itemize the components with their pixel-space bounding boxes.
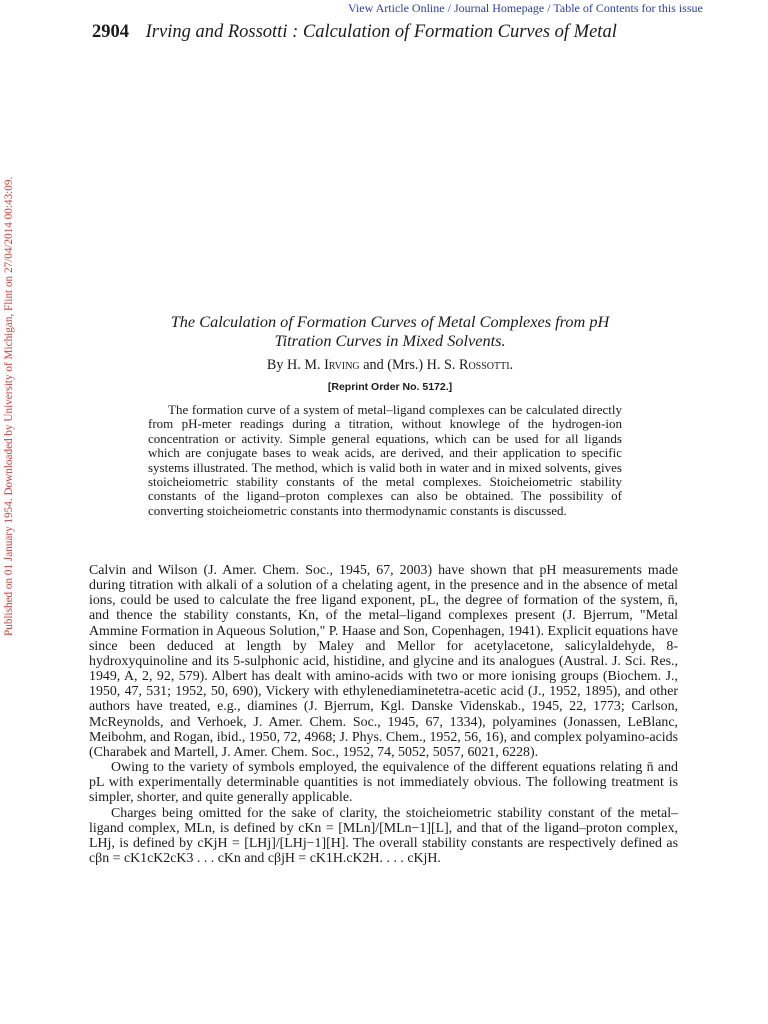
and-label: and (363, 357, 384, 373)
paragraph-2: Owing to the variety of symbols employed, the equivalence of the different equations relating n̄ and pL with experimentally determinable quantities is not immediately obvious. The following treatment is simpler, shorter, and quite generally applicable. (89, 760, 678, 806)
running-head-title: Irving and Rossotti : Calculation of Formation Curves of Metal (145, 22, 617, 42)
nav-separator: / (544, 1, 554, 15)
journal-homepage-link[interactable]: Journal Homepage (453, 1, 545, 15)
paragraph-1: Calvin and Wilson (J. Amer. Chem. Soc., 1945, 67, 2003) have shown that pH measurements made during titration with alkali of a solution of a chelating agent, in the presence and in the absence of metal ions, could be used to calculate the free ligand exponent, pL, the degree of formation of the system, n̄, and thence the stability constants, Kn, of the metal–ligand complexes present (J. Bjerrum, "Metal Ammine Formation in Aqueous Solution," P. Haase and Son, Copenhagen, 1941). Explicit equations have since been deduced at length by Maley and Mellor for acetylacetone, salicylaldehyde, 8-hydroxyquinoline and its 5-sulphonic acid, histidine, and glycine and its analogues (Austral. J. Sci. Res., 1949, A, 2, 92, 579). Albert has dealt with amino-acids with two or more ionising groups (Biochem. J., 1950, 47, 531; 1952, 50, 690), Vickery with ethylenediaminetetra-acetic acid (J., 1952, 1895), and other authors have treated, e.g., diamines (J. Bjerrum, Kgl. Danske Videnskab., 1945, 22, 1773; Carlson, McReynolds, and Verhoek, J. Amer. Chem. Soc., 1945, 67, 1334), polyamines (Jonassen, LeBlanc, Meibohm, and Rogan, ibid., 1950, 72, 4968; J. Phys. Chem., 1952, 56, 16), and complex polyamino-acids (Charabek and Martell, J. Amer. Chem. Soc., 1952, 74, 5052, 5057, 6021, 6228). (89, 563, 678, 760)
author-2-initials: (Mrs.) H. S. (387, 357, 456, 373)
view-article-online-link[interactable]: View Article Online (348, 1, 445, 15)
table-of-contents-link[interactable]: Table of Contents for this issue (553, 1, 703, 15)
body-text (89, 563, 678, 866)
by-label: By (266, 357, 284, 373)
page-number: 2904 (92, 22, 129, 42)
paragraph-3: Charges being omitted for the sake of clarity, the stoicheiometric stability constant of the metal–ligand complex, MLn, is defined by cKn = [MLn]/[MLn−1][L], and that of the ligand–proton complex, LHj, is defined by cKjH = [LHj]/[LHj−1][H]. The overall stability constants are respectively defined as cβn = cK1cK2cK3 . . . cKn and cβjH = cK1H.cK2H. . . . cKjH. (89, 805, 678, 866)
reprint-order: [Reprint Order No. 5172.] (327, 381, 453, 393)
nav-separator: / (444, 1, 454, 15)
article-title-line-2: Titration Curves in Mixed Solvents. (274, 331, 506, 350)
article-title-line-1: The Calculation of Formation Curves of Metal Complexes from pH (170, 312, 610, 331)
author-2-surname: Rossotti. (458, 357, 514, 373)
download-watermark-text: Published on 01 January 1954. Downloaded by University of Michigan, Flint on 27/04/2014 00:43:09. (3, 176, 15, 636)
author-1-initials: H. M. (287, 357, 321, 373)
top-navigation-links (348, 1, 703, 16)
author-1-surname: Irving (324, 357, 360, 373)
author-line (90, 357, 690, 374)
abstract: The formation curve of a system of metal–ligand complexes can be calculated directly from pH-meter readings during a titration, without knowlege of the hydrogen-ion concentration or activity. Simple general equations, which can be used for all ligands which are conjugate bases to weak acids, are derived, and their application to specific systems illustrated. The method, which is valid both in water and in mixed solvents, gives stoicheiometric stability constants of the metal complexes. Stoicheiometric stability constants of the ligand–proton complexes can also be obtained. The possibility of converting stoicheiometric constants into thermodynamic constants is discussed. (148, 402, 622, 518)
article-title (90, 312, 690, 350)
running-head (92, 22, 617, 43)
